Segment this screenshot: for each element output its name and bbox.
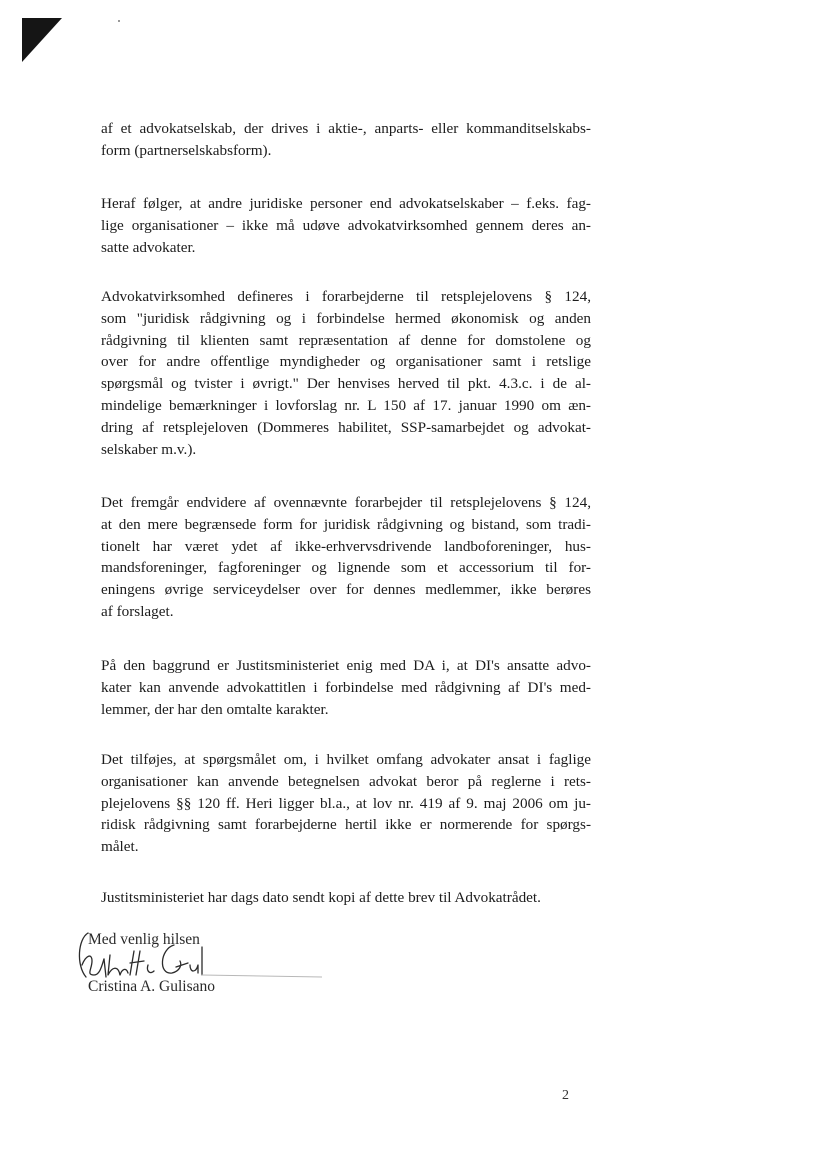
text-line: lemmer, der har den omtalte karakter. — [101, 700, 329, 718]
paragraph-1 — [101, 118, 591, 162]
paragraph-4 — [101, 492, 591, 623]
text-line: Det tilføjes, at spørgsmålet om, i hvilket omfang advokater ansat i faglige — [101, 751, 591, 768]
scan-speck — [118, 20, 120, 22]
text-line: Advokatvirksomhed defineres i forarbejderne til retsplejelovens § 124, — [101, 288, 591, 305]
text-line: Justitsministeriet har dags dato sendt kopi af dette brev til Advokatrådet. — [101, 889, 541, 906]
text-line: Heraf følger, at andre juridiske personer end advokatselskaber – f.eks. fag- — [101, 195, 591, 212]
text-line: at den mere begrænsede form for juridisk rådgivning og bistand, som tradi- — [101, 515, 591, 533]
text-line: af et advokatselskab, der drives i aktie-, anparts- eller kommanditselskabs- — [101, 120, 591, 137]
paragraph-5 — [101, 655, 591, 720]
text-line: Det fremgår endvidere af ovennævnte forarbejder til retsplejelovens § 124, — [101, 494, 591, 511]
text-line: rådgivning til klienten samt repræsentation af denne for domstolene og — [101, 331, 591, 349]
text-line: spørgsmål og tvister i øvrigt." Der henvises herved til pkt. 4.3.c. i de al- — [101, 375, 591, 393]
text-line: På den baggrund er Justitsministeriet enig med DA i, at DI's ansatte advo- — [101, 657, 591, 674]
closing-salutation: Med venlig hilsen — [88, 931, 200, 948]
text-line: over for andre offentlige myndigheder og organisationer samt i retslige — [101, 353, 591, 371]
paragraph-7 — [101, 887, 591, 909]
text-line: organisationer kan anvende betegnelsen advokat beror på reglerne i rets- — [101, 772, 591, 790]
text-line: lige organisationer – ikke må udøve advokatvirksomhed gennem deres an- — [101, 216, 591, 234]
text-line: tionelt har været ydet af ikke-erhvervsdrivende landboforeninger, hus- — [101, 537, 591, 555]
scan-corner-mark — [22, 18, 62, 62]
text-line: eningens øvrige serviceydelser over for dennes medlemmer, ikke berøres — [101, 581, 591, 599]
text-line: form (partnerselskabsform). — [101, 141, 272, 159]
text-line: plejelovens §§ 120 ff. Heri ligger bl.a., at lov nr. 419 af 9. maj 2006 om ju- — [101, 794, 591, 812]
text-line: ridisk rådgivning samt forarbejderne hertil ikke er normerende for spørgs- — [101, 816, 591, 834]
text-line: satte advokater. — [101, 238, 196, 256]
text-line: dring af retsplejeloven (Dommeres habilitet, SSP-samarbejdet og advokat- — [101, 418, 591, 436]
text-line: af forslaget. — [101, 602, 174, 620]
paragraph-2 — [101, 193, 591, 258]
signatory-name: Cristina A. Gulisano — [88, 978, 216, 995]
text-line: selskaber m.v.). — [101, 440, 197, 458]
text-line: mandsforeninger, fagforeninger og lignende som et accessorium til for- — [101, 559, 591, 577]
paragraph-3 — [101, 286, 591, 460]
text-line: mindelige bemærkninger i lovforslag nr. L 150 af 17. januar 1990 om æn- — [101, 396, 591, 414]
text-line: målet. — [101, 838, 139, 856]
page-number: 2 — [562, 1088, 569, 1103]
text-line: som "juridisk rådgivning og i forbindelse hermed økonomisk og anden — [101, 309, 591, 327]
text-line: kater kan anvende advokattitlen i forbindelse med rådgivning af DI's med- — [101, 678, 591, 696]
paragraph-6 — [101, 749, 591, 858]
